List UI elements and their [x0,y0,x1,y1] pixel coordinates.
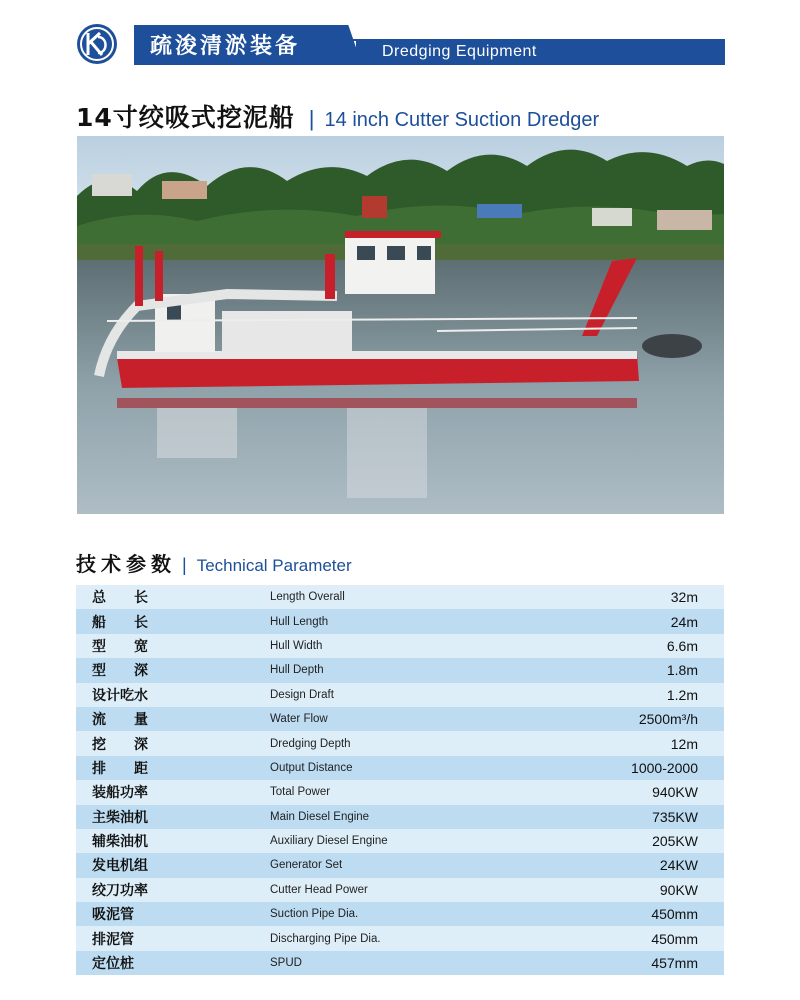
spec-name-cn: 主柴油机 [92,809,148,826]
spec-name-en: Generator Set [270,859,343,872]
spec-name-cn: 排泥管 [92,931,134,948]
spec-name-cn: 型 宽 [92,638,148,655]
spec-name-en: Design Draft [270,688,334,701]
category-title-en: Dredging Equipment [382,43,537,60]
spec-name-en: Output Distance [270,761,353,774]
spec-name-en: Auxiliary Diesel Engine [270,835,388,848]
spec-name-en: Cutter Head Power [270,883,368,896]
spec-name-cn: 设计吃水 [92,687,148,704]
section-title-en: Technical Parameter [196,556,352,575]
spec-name-en: Hull Length [270,615,329,628]
spec-row [76,853,724,877]
spec-row [76,634,724,658]
spec-value: 1000-2000 [631,759,698,776]
spec-name-en: Main Diesel Engine [270,810,370,823]
spec-value: 205KW [652,833,698,850]
spec-name-cn: 辅柴油机 [92,834,148,851]
spec-row [76,731,724,755]
spec-name-en: Discharging Pipe Dia. [270,932,381,945]
product-title-en: 14 inch Cutter Suction Dredger [324,109,600,131]
spec-name-cn: 排 距 [92,760,148,777]
spec-value: 24m [670,613,698,630]
spec-row [76,707,724,731]
spec-name-cn: 流 量 [92,712,148,729]
spec-name-cn: 发电机组 [92,858,148,875]
spec-name-cn: 船 长 [92,614,148,631]
spec-value: 32m [670,589,698,606]
spec-row [76,878,724,902]
spec-value: 450mm [651,930,698,947]
spec-name-en: Hull Width [270,639,323,652]
spec-value: 24KW [659,857,698,874]
spec-value: 6.6m [666,637,698,654]
spec-name-cn: 绞刀功率 [92,882,148,899]
spec-value: 90KW [659,881,698,898]
spec-row [76,780,724,804]
spec-name-en: SPUD [270,957,302,970]
title-separator: | [308,106,315,131]
section-heading [76,548,352,577]
spec-row [76,805,724,829]
spec-name-en: Dredging Depth [270,737,351,750]
spec-name-cn: 挖 深 [92,736,148,753]
spec-row [76,951,724,975]
spec-table [76,585,724,975]
spec-name-cn: 定位桩 [92,956,134,973]
spec-value: 940KW [652,784,698,801]
spec-value: 2500m³/h [638,711,698,728]
spec-row [76,829,724,853]
spec-value: 12m [670,735,698,752]
product-title-cn: 14寸绞吸式挖泥船 [76,103,295,132]
spec-row [76,609,724,633]
spec-name-en: Total Power [270,786,331,799]
spec-name-cn: 装船功率 [92,785,148,802]
spec-value: 457mm [651,955,698,972]
spec-name-en: Suction Pipe Dia. [270,908,359,921]
spec-row [76,756,724,780]
spec-row [76,585,724,609]
spec-value: 735KW [652,808,698,825]
spec-value: 1.8m [666,662,698,679]
spec-row [76,902,724,926]
spec-name-cn: 吸泥管 [92,907,134,924]
spec-name-en: Water Flow [270,713,328,726]
spec-name-en: Length Overall [270,591,345,604]
spec-row [76,683,724,707]
category-title-cn: 疏浚清淤装备 [150,34,301,59]
spec-row [76,658,724,682]
spec-value: 1.2m [666,686,698,703]
spec-value: 450mm [651,906,698,923]
cutter-suction-dredger-photo [77,136,724,514]
section-separator: | [182,555,187,575]
spec-name-cn: 型 深 [92,663,148,680]
section-title-cn: 技术参数 [76,552,176,576]
spec-name-cn: 总 长 [92,590,148,607]
product-title [76,98,599,134]
spec-name-en: Hull Depth [270,664,324,677]
spec-row [76,926,724,950]
company-logo [76,23,118,65]
